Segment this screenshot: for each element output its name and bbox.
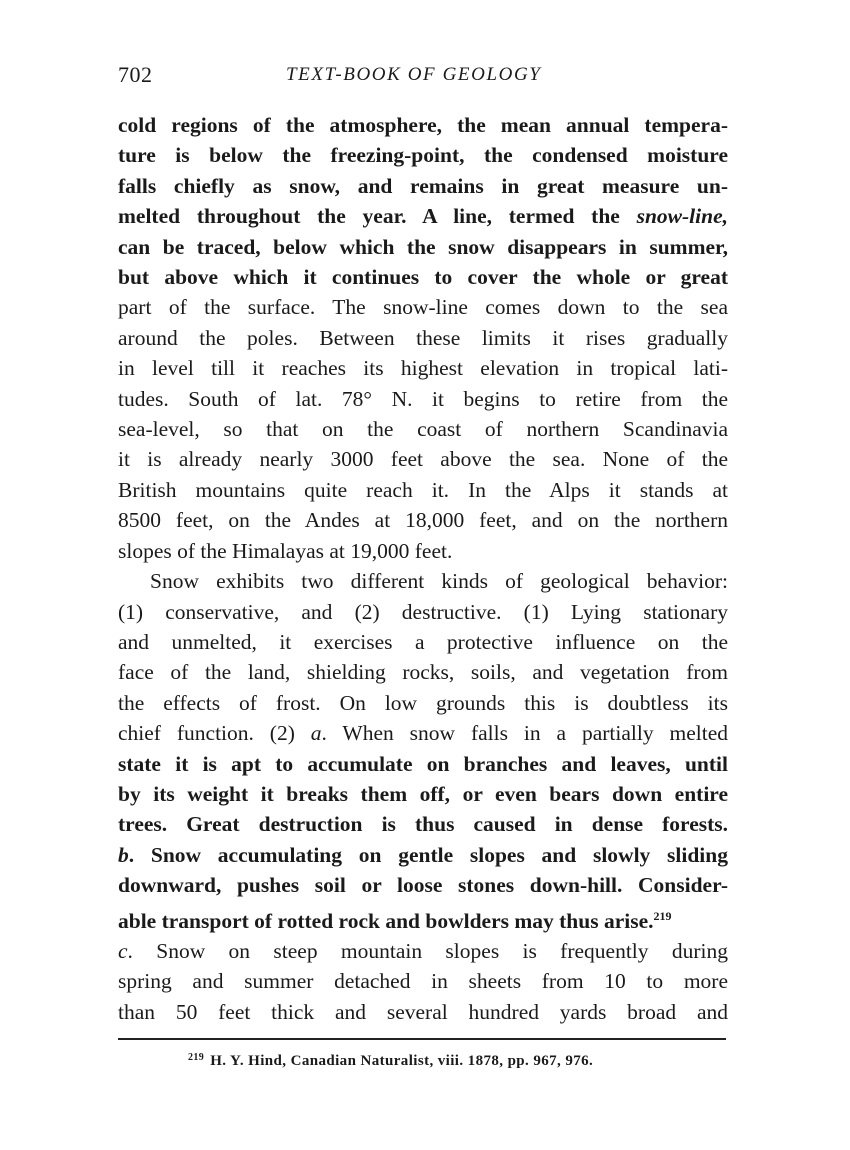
- text-line: [118, 201, 728, 231]
- text-line: cold regions of the atmosphere, the mean annual tempera-: [118, 113, 728, 137]
- text-line: (1) conservative, and (2) destructive. (1) Lying stationary: [118, 599, 728, 624]
- text-fragment: . When snow falls in a partially melted: [321, 721, 728, 746]
- text-line: by its weight it breaks them off, or even bears down entire: [118, 781, 728, 806]
- body-text: [118, 110, 728, 1027]
- text-line: than 50 feet thick and several hundred yards broad and: [118, 999, 728, 1024]
- text-line: [118, 718, 728, 748]
- text-line: sea-level, so that on the coast of northern Scandinavia: [118, 417, 728, 442]
- text-line: tudes. South of lat. 78° N. it begins to retire from the: [118, 386, 728, 411]
- footnote-text: H. Y. Hind, Canadian Naturalist, viii. 1878, pp. 967, 976.: [210, 1053, 594, 1069]
- text-line: spring and summer detached in sheets from 10 to more: [118, 969, 728, 994]
- text-line: in level till it reaches its highest elevation in tropical lati-: [118, 356, 728, 381]
- enumeration-letter: b: [118, 842, 129, 867]
- text-line: [118, 901, 728, 936]
- enumeration-letter: c: [118, 938, 128, 963]
- text-line: Snow exhibits two different kinds of geological behavior:: [150, 569, 728, 594]
- text-line: but above which it continues to cover the whole or great: [118, 265, 728, 290]
- text-line: around the poles. Between these limits it rises gradually: [118, 325, 728, 350]
- text-line: trees. Great destruction is thus caused in dense forests.: [118, 812, 728, 837]
- page-header: [118, 62, 728, 92]
- text-fragment: chief function. (2): [118, 721, 311, 746]
- footnote-reference[interactable]: 219: [653, 908, 672, 923]
- text-line: it is already nearly 3000 feet above the sea. None of the: [118, 447, 728, 472]
- text-line: British mountains quite reach it. In the Alps it stands at: [118, 477, 728, 502]
- page-number: 702: [118, 62, 153, 87]
- enumeration-letter: a: [310, 721, 322, 746]
- text-fragment: able transport of rotted rock and bowlders may thus arise.: [118, 908, 654, 933]
- italic-term: snow-line,: [636, 204, 728, 229]
- text-line: ture is below the freezing-point, the condensed moisture: [118, 143, 728, 168]
- text-line: [118, 936, 728, 966]
- text-line: 8500 feet, on the Andes at 18,000 feet, and on the northern: [118, 508, 728, 533]
- running-title: TEXT-BOOK OF GEOLOGY: [286, 64, 542, 85]
- text-line: can be traced, below which the snow disappears in summer,: [118, 234, 728, 259]
- footnote-mark: 219: [188, 1052, 205, 1063]
- text-line: and unmelted, it exercises a protective influence on the: [118, 629, 728, 654]
- text-line: state it is apt to accumulate on branches and leaves, until: [118, 751, 728, 776]
- text-fragment: melted throughout the year. A line, termed the: [118, 204, 637, 229]
- text-fragment: . Snow accumulating on gentle slopes and slowly sliding: [128, 842, 728, 867]
- footnote: [188, 1052, 593, 1070]
- text-line: face of the land, shielding rocks, soils, and vegetation from: [118, 660, 728, 685]
- text-line: part of the surface. The snow-line comes down to the sea: [118, 295, 728, 320]
- text-line: the effects of frost. On low grounds this is doubtless its: [118, 690, 728, 715]
- text-line: [118, 840, 728, 870]
- text-line: downward, pushes soil or loose stones down-hill. Consider-: [118, 873, 728, 898]
- text-line: falls chiefly as snow, and remains in great measure un-: [118, 173, 728, 198]
- footnote-divider: [118, 1038, 726, 1040]
- text-fragment: . Snow on steep mountain slopes is frequently during: [127, 938, 728, 963]
- text-line: slopes of the Himalayas at 19,000 feet.: [118, 538, 453, 563]
